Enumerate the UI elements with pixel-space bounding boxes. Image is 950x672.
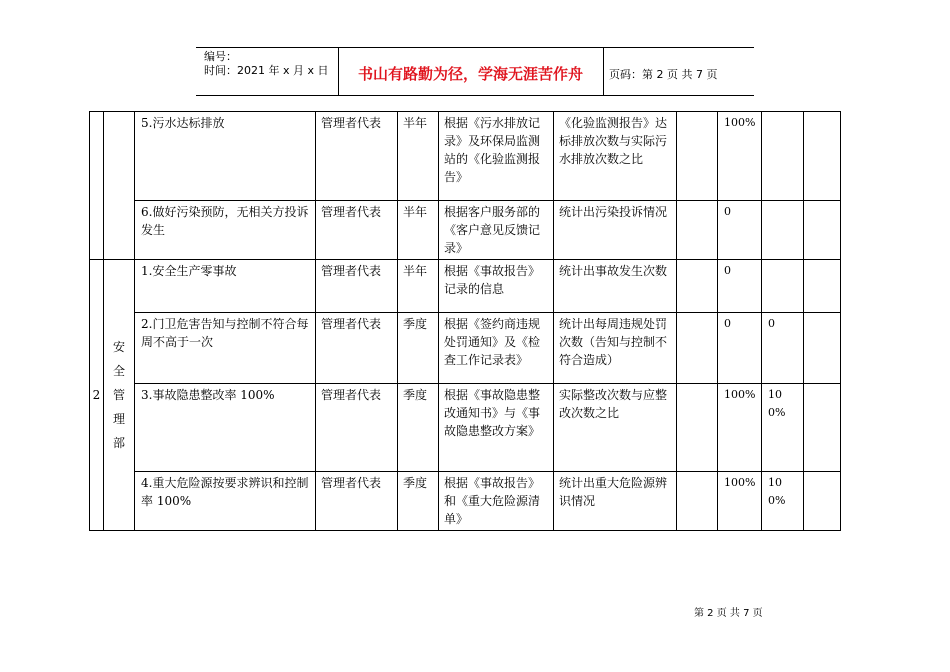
header-top-rule bbox=[196, 47, 754, 48]
value-cell: 0 bbox=[718, 260, 762, 313]
dept-name-char: 全 bbox=[112, 364, 125, 378]
value-cell bbox=[762, 112, 804, 201]
table-row bbox=[90, 313, 841, 384]
frequency-cell: 季度 bbox=[398, 472, 439, 531]
document-date: 时间：2021 年 x 月 x 日 bbox=[204, 64, 329, 77]
value-cell bbox=[677, 384, 718, 472]
method-cell: 统计出事故发生次数 bbox=[554, 260, 677, 313]
dept-name-char: 安 bbox=[112, 340, 125, 354]
basis-cell: 根据《签约商违规处罚通知》及《检查工作记录表》 bbox=[439, 313, 554, 384]
method-cell: 《化验监测报告》达标排放次数与实际污水排放次数之比 bbox=[554, 112, 677, 201]
item-cell: 2.门卫危害告知与控制不符合每周不高于一次 bbox=[135, 313, 316, 384]
item-cell: 3.事故隐患整改率 100% bbox=[135, 384, 316, 472]
method-cell: 统计出每周违规处罚次数（告知与控制不符合造成） bbox=[554, 313, 677, 384]
basis-cell: 根据客户服务部的《客户意见反馈记录》 bbox=[439, 201, 554, 260]
seq-cell bbox=[90, 112, 104, 260]
value-cell: 100% bbox=[718, 384, 762, 472]
header-meta bbox=[204, 50, 329, 78]
frequency-cell: 半年 bbox=[398, 260, 439, 313]
header-motto: 书山有路勤为径，学海无涯苦作舟 bbox=[357, 65, 583, 83]
dept-cell bbox=[104, 260, 135, 531]
item-cell: 1.安全生产零事故 bbox=[135, 260, 316, 313]
value-cell: 100% bbox=[762, 384, 804, 472]
objectives-table bbox=[89, 111, 841, 531]
value-cell: 100% bbox=[718, 112, 762, 201]
owner-cell: 管理者代表 bbox=[316, 112, 398, 201]
value-cell bbox=[762, 201, 804, 260]
value-cell bbox=[804, 112, 841, 201]
value-cell bbox=[677, 201, 718, 260]
value-cell bbox=[804, 260, 841, 313]
value-cell bbox=[804, 472, 841, 531]
value-cell bbox=[677, 112, 718, 201]
item-cell: 5.污水达标排放 bbox=[135, 112, 316, 201]
table-row bbox=[90, 472, 841, 531]
value-cell bbox=[804, 384, 841, 472]
dept-name-char: 管 bbox=[112, 388, 125, 402]
method-cell: 实际整改次数与应整改次数之比 bbox=[554, 384, 677, 472]
basis-cell: 根据《污水排放记录》及环保局监测站的《化验监测报告》 bbox=[439, 112, 554, 201]
item-cell: 6.做好污染预防，无相关方投诉发生 bbox=[135, 201, 316, 260]
frequency-cell: 半年 bbox=[398, 201, 439, 260]
owner-cell: 管理者代表 bbox=[316, 260, 398, 313]
owner-cell: 管理者代表 bbox=[316, 384, 398, 472]
owner-cell: 管理者代表 bbox=[316, 313, 398, 384]
value-cell bbox=[762, 260, 804, 313]
page-footer: 第 2 页 共 7 页 bbox=[694, 608, 763, 619]
dept-name-char: 部 bbox=[112, 436, 125, 450]
dept-name bbox=[112, 335, 126, 455]
document-number-label: 编号： bbox=[204, 50, 237, 63]
basis-cell: 根据《事故报告》和《重大危险源清单》 bbox=[439, 472, 554, 531]
table-row bbox=[90, 260, 841, 313]
seq-cell: 2 bbox=[90, 260, 104, 531]
value-cell: 0 bbox=[718, 201, 762, 260]
value-cell bbox=[804, 201, 841, 260]
basis-cell: 根据《事故报告》记录的信息 bbox=[439, 260, 554, 313]
header-bottom-rule bbox=[196, 95, 754, 96]
value-cell: 0 bbox=[718, 313, 762, 384]
frequency-cell: 半年 bbox=[398, 112, 439, 201]
dept-name-char: 理 bbox=[112, 412, 125, 426]
method-cell: 统计出重大危险源辨识情况 bbox=[554, 472, 677, 531]
frequency-cell: 季度 bbox=[398, 384, 439, 472]
value-cell: 100% bbox=[718, 472, 762, 531]
value-cell bbox=[677, 313, 718, 384]
value-cell: 0 bbox=[762, 313, 804, 384]
page-header bbox=[196, 47, 754, 96]
table-row bbox=[90, 201, 841, 260]
value-cell bbox=[677, 260, 718, 313]
owner-cell: 管理者代表 bbox=[316, 472, 398, 531]
frequency-cell: 季度 bbox=[398, 313, 439, 384]
table-row bbox=[90, 112, 841, 201]
value-cell: 100% bbox=[762, 472, 804, 531]
item-cell: 4.重大危险源按要求辨识和控制率 100% bbox=[135, 472, 316, 531]
basis-cell: 根据《事故隐患整改通知书》与《事故隐患整改方案》 bbox=[439, 384, 554, 472]
dept-cell bbox=[104, 112, 135, 260]
owner-cell: 管理者代表 bbox=[316, 201, 398, 260]
table-row bbox=[90, 384, 841, 472]
method-cell: 统计出污染投诉情况 bbox=[554, 201, 677, 260]
value-cell bbox=[804, 313, 841, 384]
header-divider bbox=[603, 47, 604, 96]
value-cell bbox=[677, 472, 718, 531]
header-page-number: 页码：第 2 页 共 7 页 bbox=[609, 68, 718, 81]
